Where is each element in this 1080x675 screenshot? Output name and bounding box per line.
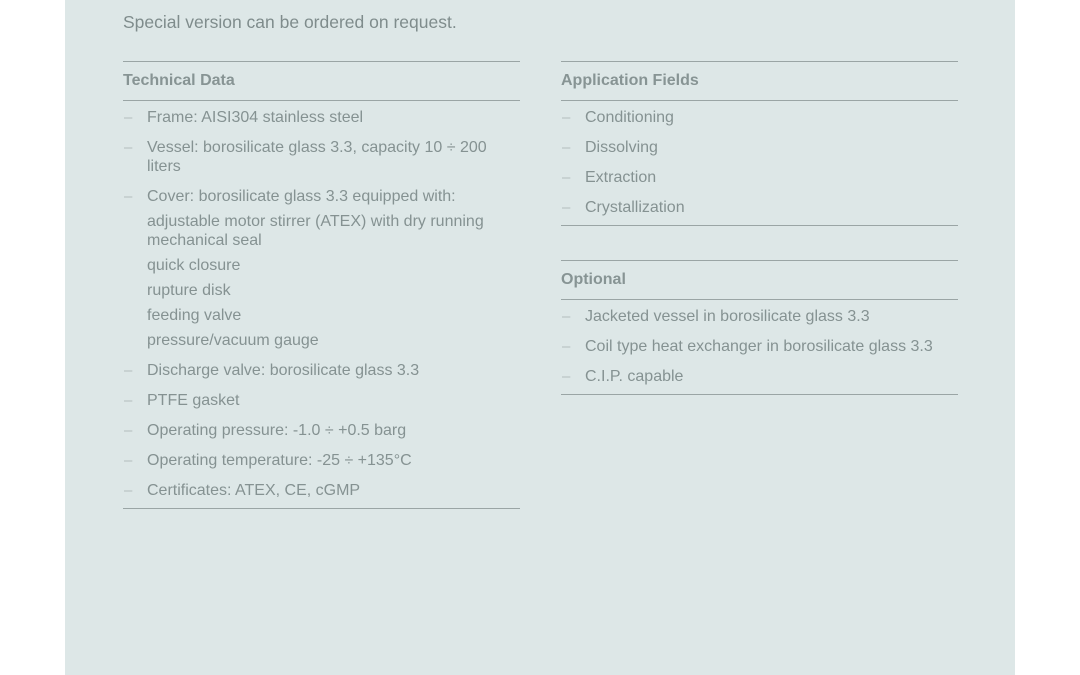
list-item [123, 451, 520, 470]
dash-icon: – [124, 362, 133, 379]
list-item [123, 138, 520, 176]
list-item [561, 367, 958, 386]
sub-list-item: feeding valve [147, 307, 242, 324]
sub-list-item: pressure/vacuum gauge [147, 332, 319, 349]
list-item [123, 421, 520, 440]
application-fields-section [561, 61, 958, 226]
technical-data-section [123, 61, 520, 509]
dash-icon: – [562, 169, 571, 186]
temperature-text: Operating temperature: -25 ÷ +135°C [147, 452, 412, 469]
optional-list [561, 300, 958, 386]
cover-text: Cover: borosilicate glass 3.3 equipped with: [147, 188, 456, 205]
technical-data-title: Technical Data [123, 62, 520, 101]
dash-icon: – [124, 422, 133, 439]
dash-icon: – [562, 139, 571, 156]
certificates-text: Certificates: ATEX, CE, cGMP [147, 482, 361, 499]
content-panel [65, 0, 1015, 675]
list-item [123, 481, 520, 500]
right-column [561, 61, 958, 395]
application-item: Crystallization [585, 199, 685, 216]
list-item [561, 198, 958, 217]
dash-icon: – [124, 109, 133, 126]
frame-text: Frame: AISI304 stainless steel [147, 109, 364, 126]
dash-icon: – [124, 392, 133, 409]
cover-equipment-list [147, 212, 520, 350]
optional-title: Optional [561, 261, 958, 300]
dash-icon: – [124, 482, 133, 499]
dash-icon: – [562, 338, 571, 355]
technical-data-list [123, 101, 520, 500]
dash-icon: – [562, 308, 571, 325]
dash-icon: – [124, 452, 133, 469]
list-item [123, 361, 520, 380]
application-fields-title: Application Fields [561, 62, 958, 101]
list-item [123, 187, 520, 350]
optional-item: C.I.P. capable [585, 368, 684, 385]
list-item [561, 168, 958, 187]
dash-icon: – [124, 188, 133, 205]
optional-item: Coil type heat exchanger in borosilicate glass 3.3 [585, 338, 933, 355]
list-item [561, 337, 958, 356]
sub-list-item: adjustable motor stirrer (ATEX) with dry running mechanical seal [147, 213, 484, 249]
application-item: Dissolving [585, 139, 658, 156]
sub-list-item: quick closure [147, 257, 241, 274]
gasket-text: PTFE gasket [147, 392, 240, 409]
vessel-text: Vessel: borosilicate glass 3.3, capacity 10 ÷ 200 liters [147, 139, 487, 175]
dash-icon: – [562, 199, 571, 216]
dash-icon: – [562, 109, 571, 126]
list-item [561, 108, 958, 127]
pressure-text: Operating pressure: -1.0 ÷ +0.5 barg [147, 422, 407, 439]
list-item [561, 138, 958, 157]
application-item: Extraction [585, 169, 657, 186]
sub-list-item: rupture disk [147, 282, 231, 299]
list-item [123, 108, 520, 127]
dash-icon: – [124, 139, 133, 156]
list-item [561, 307, 958, 326]
application-item: Conditioning [585, 109, 674, 126]
application-fields-list [561, 101, 958, 217]
list-item [123, 391, 520, 410]
discharge-text: Discharge valve: borosilicate glass 3.3 [147, 362, 420, 379]
technical-column [123, 61, 520, 509]
dash-icon: – [562, 368, 571, 385]
intro-text: Special version can be ordered on request. [123, 12, 457, 32]
optional-section [561, 260, 958, 395]
optional-item: Jacketed vessel in borosilicate glass 3.3 [585, 308, 870, 325]
